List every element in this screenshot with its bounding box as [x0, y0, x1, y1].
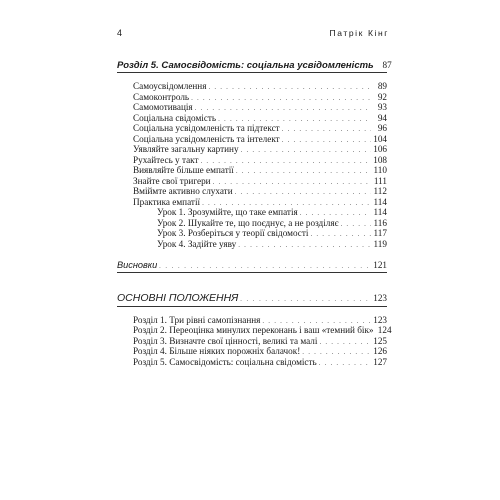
- dot-leader: [282, 136, 371, 146]
- toc-lesson: [117, 229, 387, 240]
- toc-conclusion-title: Висновки: [117, 260, 158, 270]
- toc-chapter-title: Розділ 5. Самосвідомість: соціальна усвідомленість: [117, 60, 374, 71]
- toc-page-number: 124: [377, 325, 392, 335]
- toc-section-title: Самоконтроль: [133, 91, 190, 102]
- toc-section-title: Соціальна усвідомленість та підтекст: [133, 123, 280, 133]
- toc-part-item: [117, 347, 387, 358]
- toc-section: [117, 103, 387, 114]
- toc-conclusion: [117, 261, 387, 272]
- dot-leader: [310, 230, 371, 240]
- dot-leader: [319, 338, 371, 348]
- running-header: [117, 27, 389, 39]
- toc-part-item-title: Розділ 1. Три рівні самопізнання: [133, 314, 261, 325]
- toc-section: [117, 124, 387, 135]
- toc-page-number: 108: [373, 154, 387, 165]
- toc-page-number: 121: [373, 260, 387, 270]
- toc-part-item: [117, 358, 387, 369]
- toc-page-number: 92: [377, 91, 387, 102]
- toc-lesson-title: Урок 1. Зрозумійте, що таке емпатія: [157, 207, 298, 217]
- toc-part-item: [117, 325, 392, 337]
- toc-page-number: 104: [373, 133, 387, 144]
- toc-part-item-title: Розділ 4. Більше ніяких порожніх балачок!: [133, 346, 301, 356]
- toc-page-number: 126: [373, 346, 387, 356]
- toc-lesson-title: Урок 2. Шукайте те, що поєднує, а не розділяє: [157, 217, 339, 228]
- toc-part-title: ОСНОВНІ ПОЛОЖЕННЯ: [117, 291, 239, 304]
- page-number: 4: [117, 28, 123, 38]
- toc-section: [117, 166, 387, 177]
- dot-leader: [191, 94, 371, 104]
- toc-section-title: Уявляйте загальну картину: [133, 144, 239, 154]
- toc-part-key-points: [117, 292, 387, 306]
- toc-section-title: Практика емпатії: [133, 196, 201, 207]
- toc-page-number: 89: [377, 81, 387, 91]
- toc-section-title: Виявляйте більше емпатії: [133, 165, 234, 175]
- toc-page-number: 111: [373, 175, 387, 186]
- toc-page-number: 125: [373, 335, 387, 346]
- toc-page-number: 114: [373, 196, 387, 207]
- toc-page-number: 94: [377, 112, 387, 123]
- toc-page-number: 93: [377, 102, 387, 112]
- toc-page-number: 106: [373, 144, 387, 154]
- toc-page-number: 123: [373, 314, 387, 325]
- toc-section: [117, 82, 387, 93]
- toc-page-number: 112: [373, 186, 387, 196]
- toc-section-title: Знайте свої тригери: [133, 175, 211, 186]
- toc-lesson-title: Урок 3. Розберіться у теорії свідомості: [157, 228, 309, 238]
- toc-page-number: 127: [373, 356, 387, 367]
- toc-section-title: Самоусвідомлення: [133, 81, 207, 91]
- toc-chapter-5: [117, 60, 392, 72]
- dot-leader: [208, 83, 371, 93]
- dot-leader: [159, 262, 371, 272]
- toc-page-number: 123: [373, 292, 387, 303]
- toc-section-title: Самомотивація: [133, 102, 193, 112]
- toc-section-title: Соціальна свідомість: [133, 112, 217, 123]
- toc-section-title: Вміймте активно слухати: [133, 186, 233, 196]
- dot-leader: [213, 178, 371, 188]
- dot-leader: [236, 167, 371, 177]
- toc-page-number: 110: [373, 165, 387, 175]
- toc-page-number: 114: [373, 207, 387, 217]
- dot-leader: [240, 294, 371, 306]
- toc-section-title: Соціальна усвідомленість та інтелект: [133, 133, 280, 144]
- dot-leader: [238, 241, 371, 251]
- dot-leader: [241, 146, 371, 156]
- toc-page-number: 87: [382, 60, 392, 70]
- table-of-contents: [117, 60, 392, 368]
- dot-leader: [341, 220, 371, 230]
- author-name: Патрік Кінг: [329, 28, 389, 38]
- toc-lesson-title: Урок 4. Задійте уяву: [157, 238, 237, 249]
- dot-leader: [282, 125, 371, 135]
- toc-lesson: [117, 208, 387, 219]
- dot-leader: [195, 104, 371, 114]
- toc-section: [117, 145, 387, 156]
- toc-page-number: 96: [377, 123, 387, 133]
- dot-leader: [235, 188, 371, 198]
- toc-part-item-title: Розділ 2. Переоцінка минулих переконань і ваш «темний бік»: [133, 325, 374, 335]
- toc-part-item-title: Розділ 5. Самосвідомість: соціальна свідомість: [133, 356, 317, 367]
- toc-page-number: 116: [373, 217, 387, 228]
- toc-section: [117, 187, 387, 198]
- toc-page-number: 117: [373, 228, 387, 238]
- toc-section-title: Рухайтесь у такт: [133, 154, 199, 165]
- toc-part-item-title: Розділ 3. Визначте свої цінності, великі та малі: [133, 335, 318, 346]
- toc-lesson: [117, 240, 387, 251]
- dot-leader: [319, 359, 371, 369]
- toc-page-number: 119: [373, 238, 387, 249]
